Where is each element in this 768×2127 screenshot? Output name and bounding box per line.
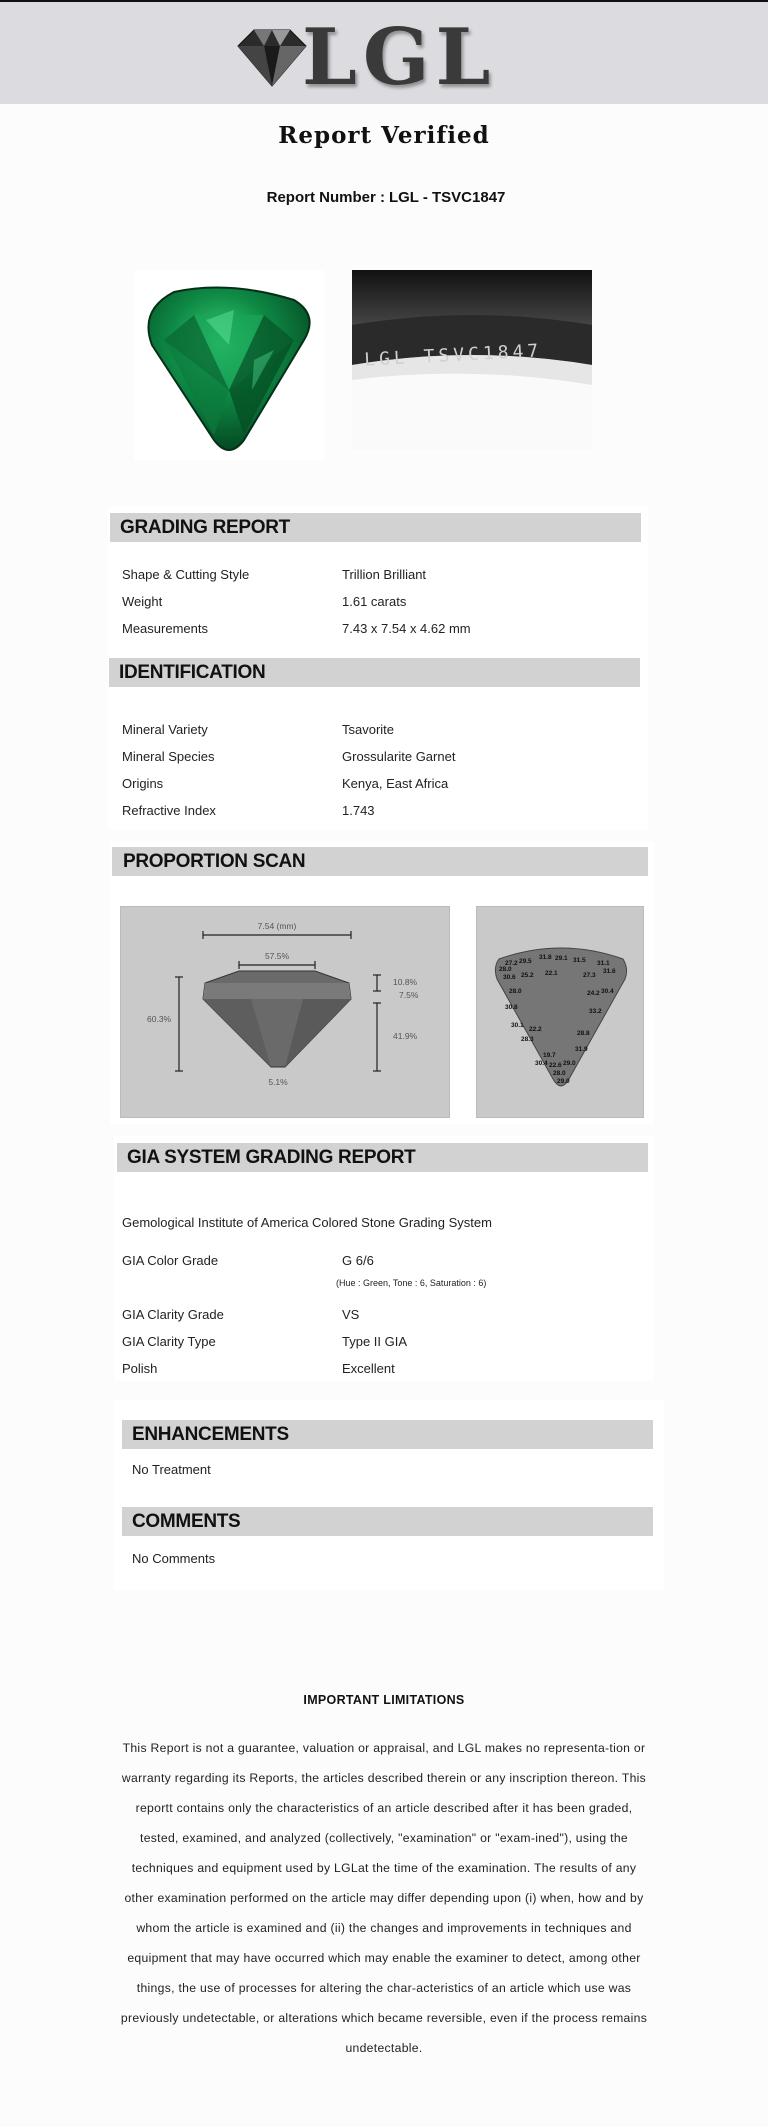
limitations-text: This Report is not a guarantee, valuation or appraisal, and LGL makes no representa-tion or warranty regarding its Reports, the articles described therein or any inscription thereon. This reportt contains only the characteristics of an article described after it has been graded, tested, examined, and analyzed (collectively, "examination" or "exam-ined"), using the techniques and equipment used by LGLat the time of the examination. The results of any other examination performed on the article may differ depending upon (i) when, how and by whom the article is examined and (ii) the changes and improvements in techniques and equipment that may have occurred which may enable the examiner to detect, among other things, the use of processes for altering the char-acteristics of an article which use was previously undetectable, or alterations which became reversible, even if the process remains undetectable. [120,1741,648,2055]
crown-label: 7.5% [399,990,419,1000]
measurements-label: Measurements [122,621,208,636]
top-view-value: 30.4 [601,988,614,995]
limitations-heading: IMPORTANT LIMITATIONS [303,1693,465,1707]
top-view-value: 22.6 [549,1062,562,1069]
top-view-value: 19.7 [543,1052,556,1059]
shape-label: Shape & Cutting Style [122,567,250,582]
top-view-value: 31.9 [575,1046,588,1053]
grading-report-heading: GRADING REPORT [110,513,641,542]
top-view-value: 28.0 [499,966,512,973]
report-number-label: Report Number : [266,189,385,206]
crown-top-label: 10.8% [393,977,418,987]
top-view-value: 25.2 [521,972,534,979]
top-view-value: 27.3 [583,972,596,979]
inscription-text: LGL TSVC1847 [363,340,543,371]
enhancements-heading: ENHANCEMENTS [122,1420,653,1449]
inscription-photo [352,270,592,450]
logo-text: LGL [302,12,497,103]
top-view-value: 31.8 [539,954,552,961]
polish-value: Excellent [342,1361,395,1376]
comments-heading: COMMENTS [122,1507,653,1536]
gemstone-photo [134,270,324,460]
trillion-gem-image [134,270,324,460]
lgl-logo[interactable] [234,12,497,103]
measurements-value: 7.43 x 7.54 x 4.62 mm [342,621,471,636]
weight-value: 1.61 carats [342,594,407,609]
proportion-scan-heading: PROPORTION SCAN [112,847,648,876]
comments-value: No Comments [132,1551,216,1566]
top-view-diagram [477,907,645,1119]
header-bar [0,2,768,104]
shape-value: Trillion Brilliant [342,567,427,582]
girdle-inscription-image [352,270,592,450]
top-view-value: 29.5 [519,958,532,965]
top-view-value: 24.2 [587,990,600,997]
gia-clarity-grade-label: GIA Clarity Grade [122,1307,224,1322]
weight-label: Weight [122,594,163,609]
gia-clarity-type-value: Type II GIA [342,1334,408,1349]
top-view-value: 30.6 [503,974,516,981]
top-view-value: 28.0 [553,1070,566,1077]
gia-clarity-type-label: GIA Clarity Type [122,1334,216,1349]
identification-heading: IDENTIFICATION [109,658,640,687]
width-label: 7.54 (mm) [257,921,297,931]
report-number-value: LGL - TSVC1847 [388,189,506,206]
side-profile-scan [120,906,450,1118]
refractive-index-label: Refractive Index [122,803,216,818]
pavilion-label: 41.9% [393,1031,418,1041]
gia-clarity-grade-value: VS [342,1307,360,1322]
top-view-value: 30.4 [535,1060,548,1067]
table-label: 57.5% [264,951,290,961]
gia-color-grade-note: (Hue : Green, Tone : 6, Saturation : 6) [336,1278,487,1288]
mineral-species-label: Mineral Species [122,749,215,764]
top-view-value: 30.1 [511,1022,524,1029]
top-view-value: 28.0 [509,988,522,995]
top-view-value: 22.1 [545,970,558,977]
top-view-value: 29.0 [557,1078,570,1085]
top-view-value: 29.1 [555,955,568,962]
top-view-value: 22.2 [529,1026,542,1033]
top-view-value: 28.8 [577,1030,590,1037]
top-view-value: 31.5 [573,957,586,964]
top-view-value: 30.8 [505,1004,518,1011]
mineral-variety-label: Mineral Variety [122,722,208,737]
mineral-species-value: Grossularite Garnet [342,749,456,764]
top-view-value: 28.3 [521,1036,534,1043]
side-profile-diagram [121,907,451,1119]
top-view-value: 33.2 [589,1008,602,1015]
top-view-value: 31.6 [603,968,616,975]
top-view-value: 27.2 [505,960,518,967]
diamond-logo-icon [234,24,308,90]
origins-label: Origins [122,776,164,791]
gia-color-grade-label: GIA Color Grade [122,1253,219,1268]
enhancements-value: No Treatment [132,1462,211,1477]
origins-value: Kenya, East Africa [342,776,449,791]
top-view-scan [476,906,644,1118]
top-view-value: 31.1 [597,960,610,967]
page-title: Report Verified [278,122,490,149]
gia-system-name: Gemological Institute of America Colored Stone Grading System [122,1215,492,1230]
mineral-variety-value: Tsavorite [342,722,395,737]
gia-color-grade-value: G 6/6 [342,1253,374,1268]
total-depth-label: 60.3% [147,1014,172,1024]
refractive-index-value: 1.743 [342,803,375,818]
culet-label: 5.1% [268,1077,288,1087]
report-number [0,189,768,206]
gia-heading: GIA SYSTEM GRADING REPORT [117,1143,648,1172]
top-view-value: 29.0 [563,1060,576,1067]
polish-label: Polish [122,1361,158,1376]
